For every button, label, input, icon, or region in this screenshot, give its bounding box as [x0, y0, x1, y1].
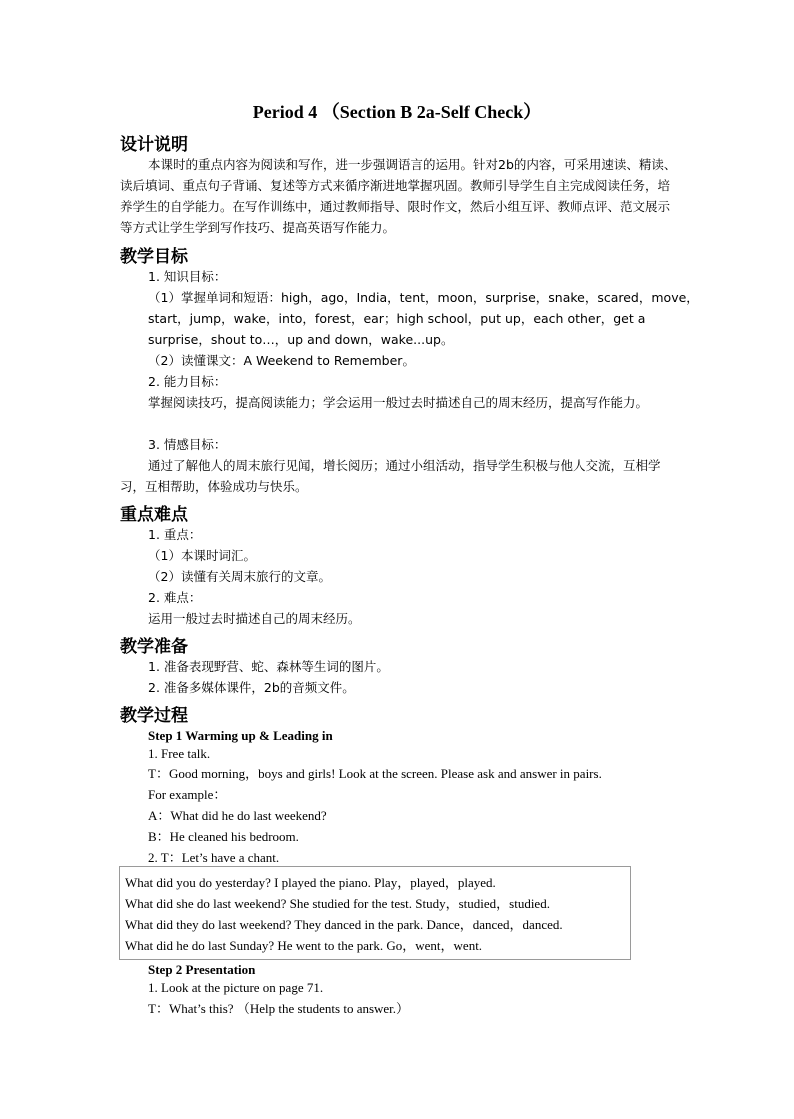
- emotion-goal-text: 通过了解他人的周末旅行见闻，增长阅历；通过小组活动，指导学生积极与他人交流，互相学习，互相帮助，体验成功与快乐。: [120, 458, 661, 494]
- chant-line: What did they do last weekend? They danced in the park. Dance，danced，danced.: [125, 917, 563, 932]
- step-1-heading: Step 1 Warming up & Leading in: [148, 728, 333, 743]
- section-heading-teaching-goals: 教学目标: [120, 247, 188, 267]
- step1-line-6: 2. T：Let’s have a chant.: [148, 850, 280, 865]
- difficulty-label: 2. 难点：: [148, 590, 202, 605]
- section-heading-design-notes: 设计说明: [120, 135, 188, 155]
- design-notes-paragraph: 本课时的重点内容为阅读和写作，进一步强调语言的运用。针对2b的内容，可采用速读、精读、读后填词、重点句子背诵、复述等方式来循序渐进地掌握巩固。教师引导学生自主完成阅读任务，培养学生的自学能力。在写作训练中，通过教师指导、限时作文，然后小组互评、教师点评、范文展示等方式让学生学到写作技巧、提高英语写作能力。: [120, 157, 677, 235]
- step-2-heading: Step 2 Presentation: [148, 962, 256, 977]
- step2-line-2: T：What’s this? （Help the students to answer.）: [148, 1001, 410, 1016]
- key-point-label: 1. 重点：: [148, 527, 202, 542]
- vocabulary-list: [120, 287, 704, 350]
- section-heading-preparation: 教学准备: [120, 637, 188, 657]
- difficulty-1: 运用一般过去时描述自己的周末经历。: [148, 611, 361, 626]
- key-point-1: （1）本课时词汇。: [148, 548, 256, 563]
- step1-line-1: 1. Free talk.: [148, 746, 211, 761]
- step1-line-4: A：What did he do last weekend?: [148, 808, 327, 823]
- key-point-2: （2）读懂有关周末旅行的文章。: [148, 569, 331, 584]
- preparation-item-2: 2. 准备多媒体课件，2b的音频文件。: [148, 680, 355, 695]
- reading-goal: （2）读懂课文：A Weekend to Remember。: [148, 353, 415, 368]
- chant-box: [119, 866, 631, 960]
- step1-line-5: B：He cleaned his bedroom.: [148, 829, 299, 844]
- step1-line-3: For example：: [148, 787, 227, 802]
- vocabulary-text: （1）掌握单词和短语：high，ago，India，tent，moon，surprise，snake，scared，move，start，jump，wake，into，forest，ear；high school，put up，each other，get a surprise，shout to…，up and down，wake...up。: [148, 290, 699, 347]
- chant-line: What did she do last weekend? She studied for the test. Study，studied，studied.: [125, 896, 550, 911]
- step1-line-2: T：Good morning，boys and girls! Look at the screen. Please ask and answer in pairs.: [148, 766, 602, 781]
- knowledge-goal-label: 1. 知识目标：: [148, 269, 227, 284]
- ability-goal-text: 掌握阅读技巧，提高阅读能力；学会运用一般过去时描述自己的周末经历，提高写作能力。: [148, 395, 649, 410]
- emotion-goal-label: 3. 情感目标：: [148, 437, 227, 452]
- section-heading-teaching-process: 教学过程: [120, 706, 188, 726]
- step2-line-1: 1. Look at the picture on page 71.: [148, 980, 324, 995]
- chant-line: What did you do yesterday? I played the piano. Play，played，played.: [125, 875, 496, 890]
- ability-goal-label: 2. 能力目标：: [148, 374, 227, 389]
- page-title: Period 4 （Section B 2a-Self Check）: [252, 102, 542, 122]
- section-heading-key-points: 重点难点: [120, 505, 188, 525]
- preparation-item-1: 1. 准备表现野营、蛇、森林等生词的图片。: [148, 659, 389, 674]
- chant-line: What did he do last Sunday? He went to the park. Go，went，went.: [125, 938, 483, 953]
